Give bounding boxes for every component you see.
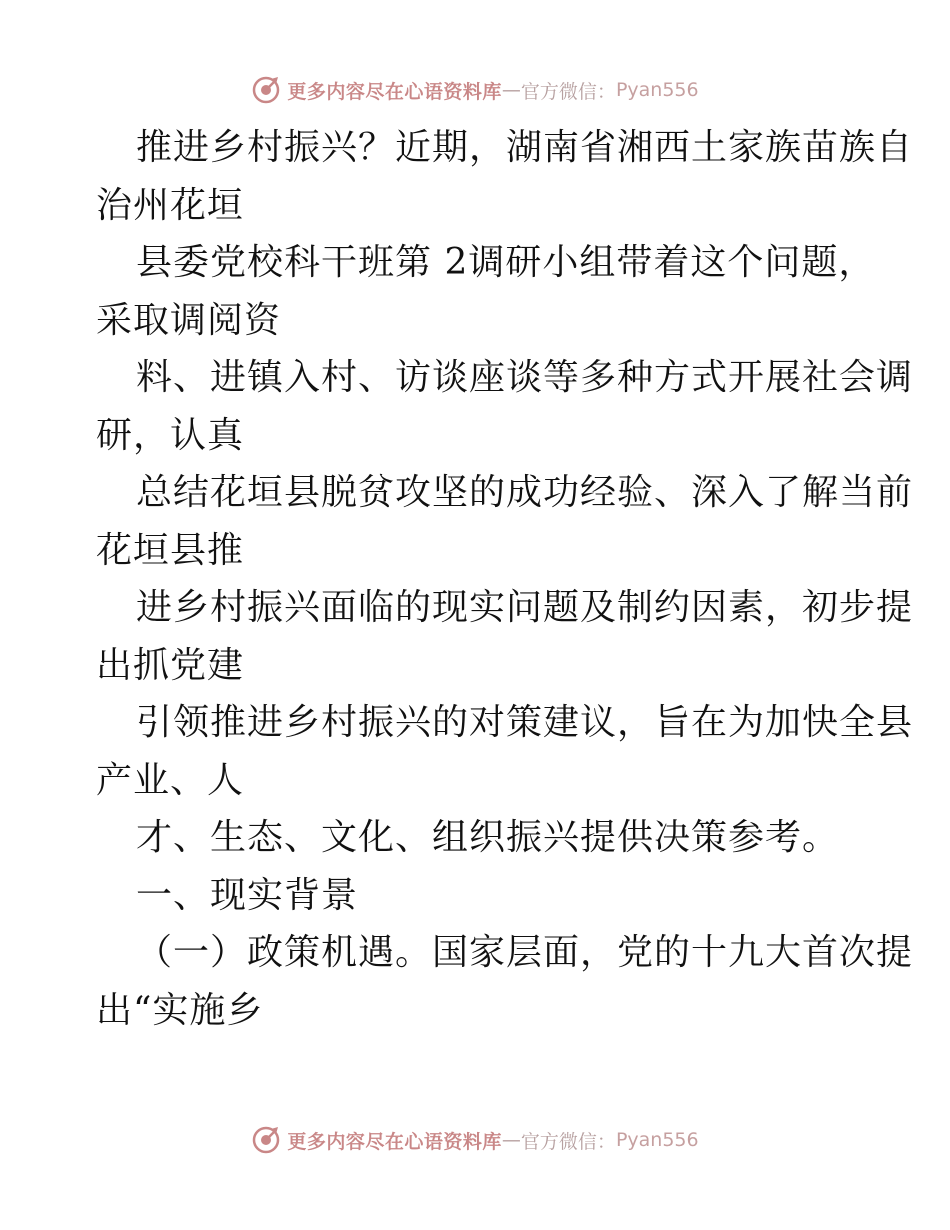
text-line: 出“实施乡 — [96, 989, 264, 1031]
watermark-sub-text: 官方微信： — [520, 80, 616, 103]
text-line: 才、生态、文化、组织振兴提供决策参考。 — [136, 817, 840, 858]
watermark-main-text: 更多内容尽在心语资料库 — [287, 80, 502, 103]
text-line: 推进乡村振兴？近期，湖南省湘西土家族苗族自 — [136, 127, 914, 168]
text-line: 治州花垣 — [96, 184, 245, 226]
text-line: 引领推进乡村振兴的对策建议，旨在为加快全县 — [136, 702, 914, 743]
text-line: 采取调阅资 — [96, 299, 282, 341]
watermark-wechat-id: Pyan556 — [615, 1129, 699, 1151]
header-watermark — [0, 70, 950, 110]
document-body — [96, 119, 914, 1039]
watermark-sub-text: 官方微信： — [520, 1130, 616, 1153]
watermark-dash: — — [501, 1129, 521, 1151]
text-line: 料、进镇入村、访谈座谈等多种方式开展社会调 — [136, 357, 914, 398]
section-heading: 一、现实背景 — [136, 874, 359, 916]
text-line: 花垣县推 — [96, 529, 245, 571]
watermark-main-text: 更多内容尽在心语资料库 — [287, 1130, 502, 1153]
text-line: 总结花垣县脱贫攻坚的成功经验、深入了解当前 — [136, 472, 914, 513]
watermark-wechat-id: Pyan556 — [615, 79, 699, 101]
text-line: 出抓党建 — [96, 644, 245, 686]
pen-logo-icon — [251, 1125, 281, 1155]
footer-watermark — [0, 1120, 950, 1160]
watermark-dash: — — [501, 79, 521, 101]
text-line: 进乡村振兴面临的现实问题及制约因素，初步提 — [136, 587, 914, 628]
text-line: （一）政策机遇。国家层面，党的十九大首次提 — [136, 932, 914, 973]
text-line: 产业、人 — [96, 759, 245, 801]
pen-logo-icon — [251, 75, 281, 105]
text-line: 县委党校科干班第 2调研小组带着这个问题， — [136, 242, 876, 283]
text-line: 研，认真 — [96, 414, 245, 456]
